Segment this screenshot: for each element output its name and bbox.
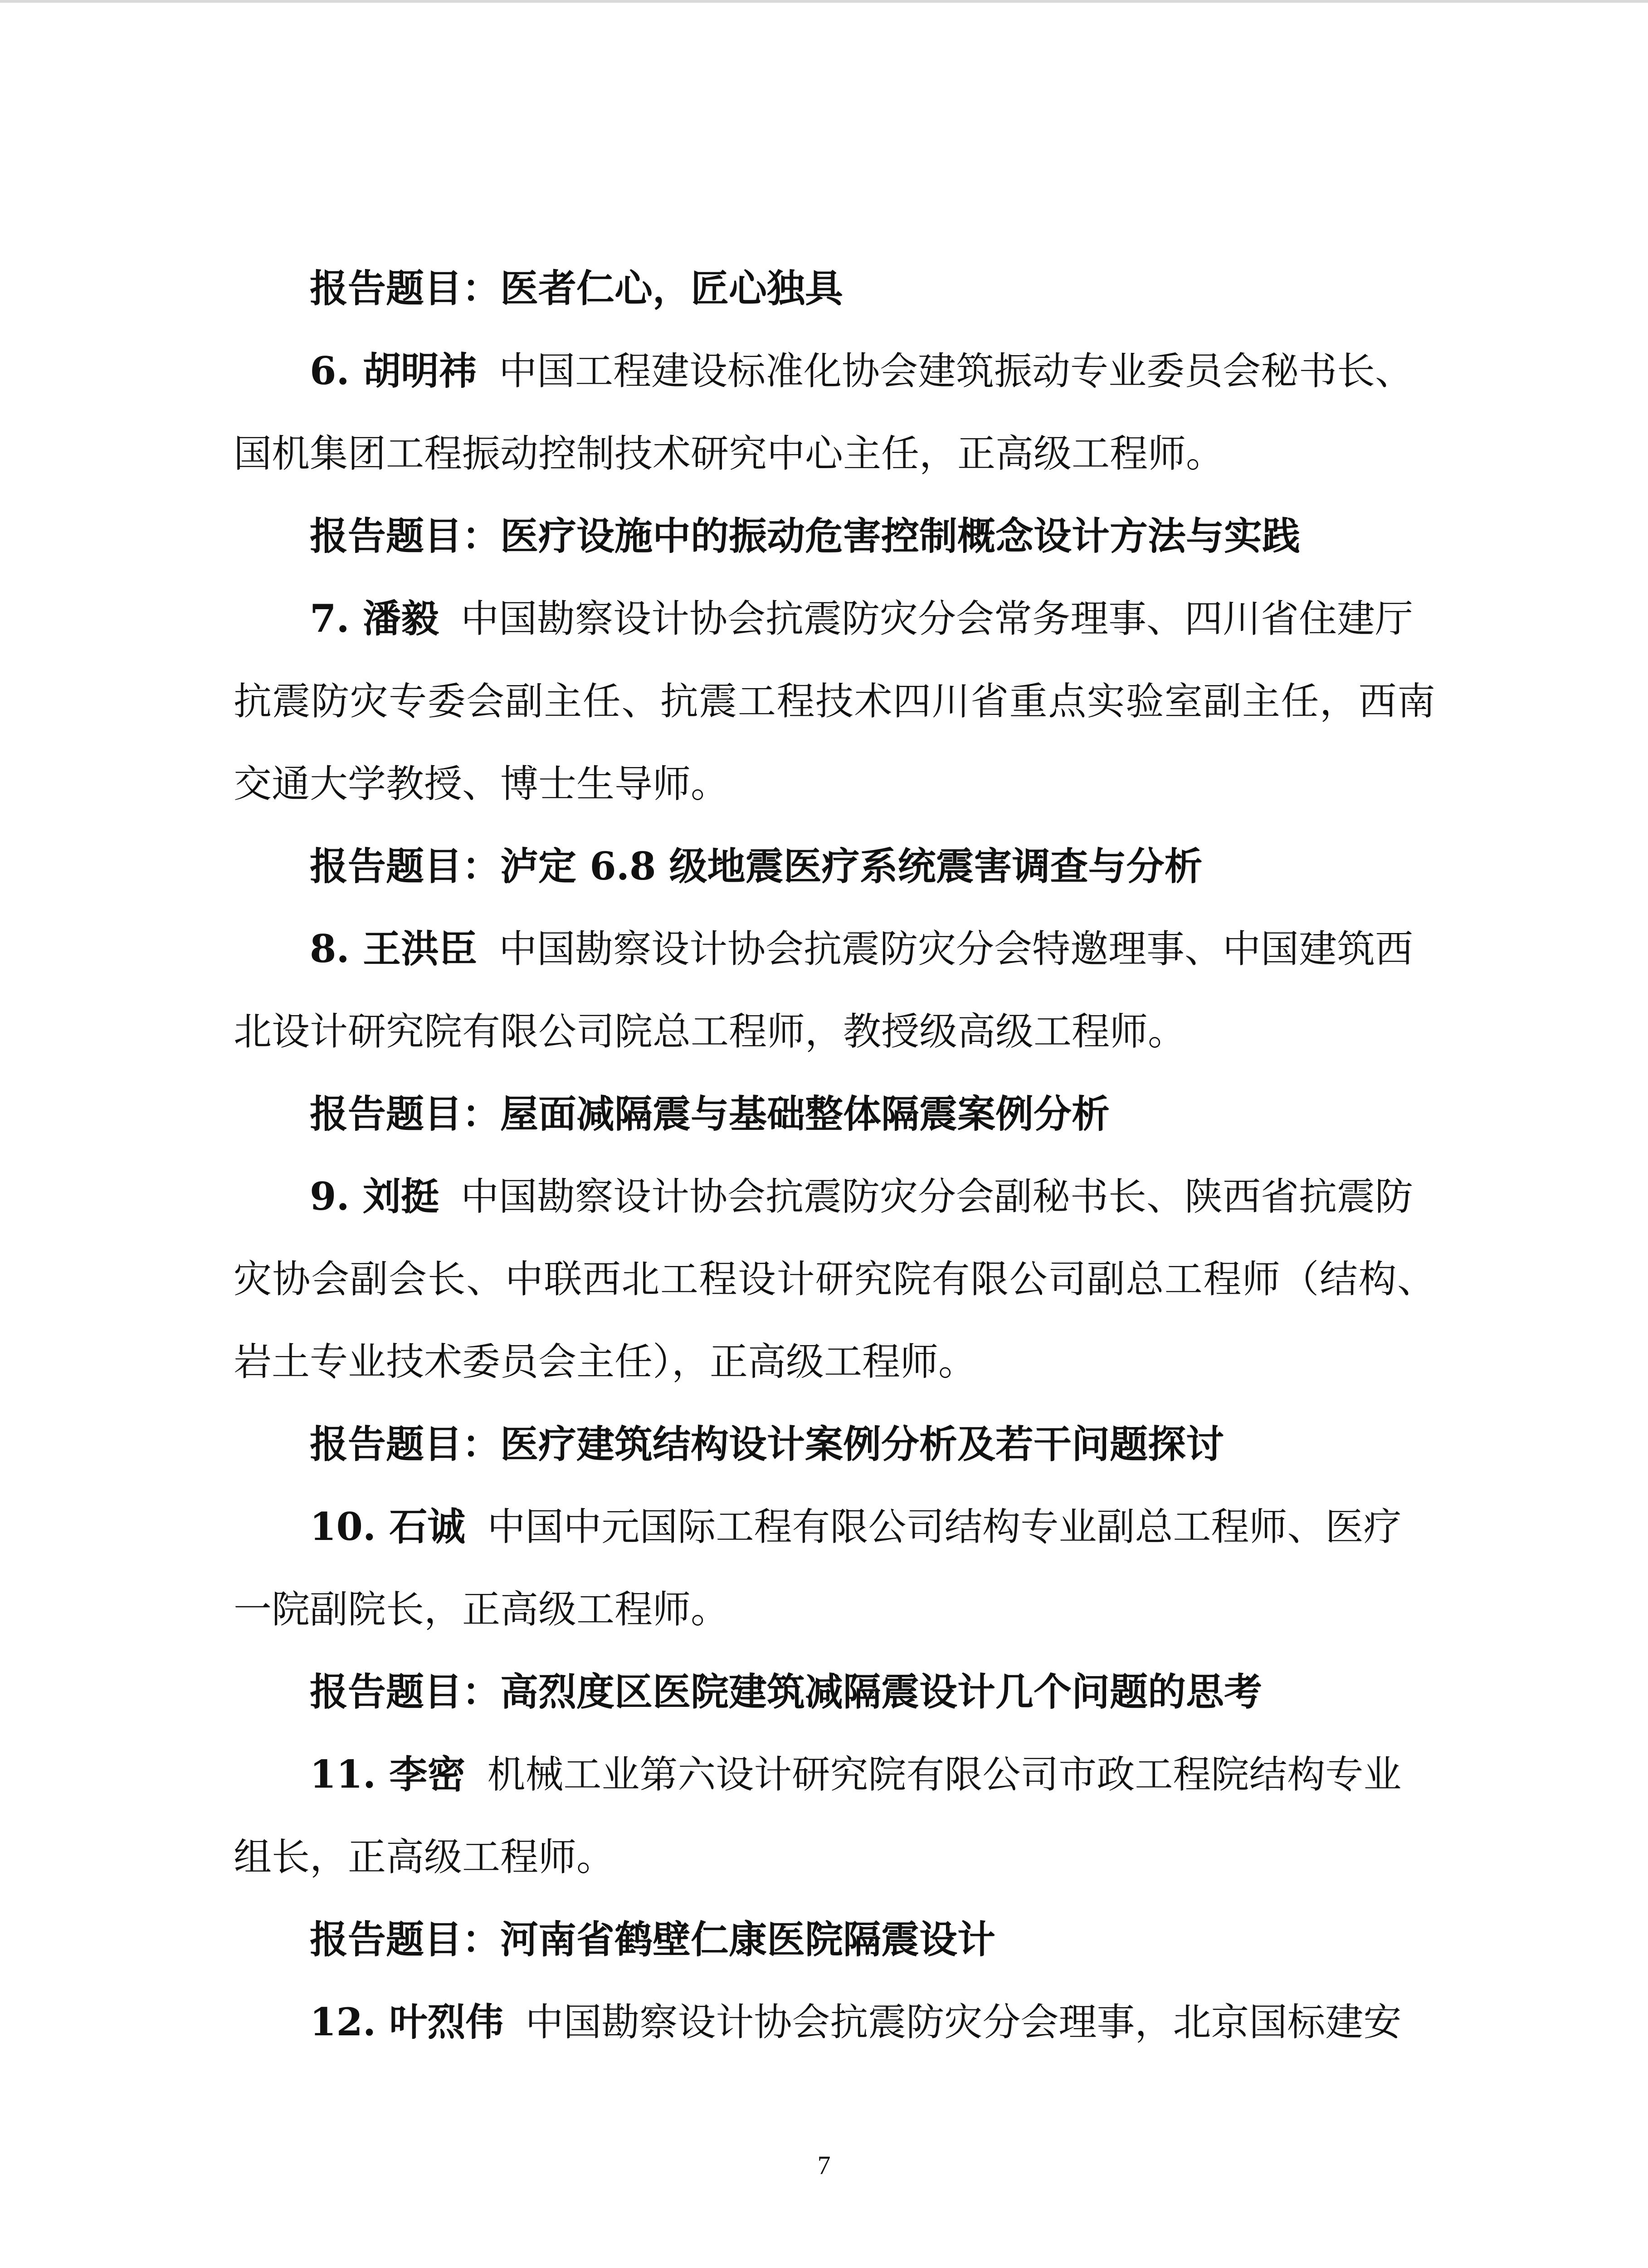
topic-title: 泸定 6.8 级地震医疗系统震害调查与分析 xyxy=(500,844,1203,889)
speaker-desc-rest: 抗震防灾专委会副主任、抗震工程技术四川省重点实验室副主任，西南交通大学教授、博士生导师。 xyxy=(234,679,1435,806)
scan-edge xyxy=(0,0,1648,3)
speaker-desc-rest: 北设计研究院有限公司院总工程师，教授级高级工程师。 xyxy=(234,1009,1186,1054)
speaker-desc-line1: 中国工程建设标准化协会建筑振动专业委员会秘书长、 xyxy=(498,349,1413,393)
speaker-10 xyxy=(234,1486,1435,1651)
speaker-7 xyxy=(234,577,1435,825)
topic-title: 医疗设施中的振动危害控制概念设计方法与实践 xyxy=(500,513,1301,558)
speaker-11 xyxy=(234,1733,1435,1898)
speaker-12 xyxy=(234,1981,1435,2063)
report-topic-10 xyxy=(234,1651,1435,1733)
topic-label: 报告题目： xyxy=(310,1669,501,1714)
speaker-number-name: 7. 潘毅 xyxy=(310,596,439,641)
topic-label: 报告题目： xyxy=(310,513,501,558)
speaker-desc-rest: 一院副院长，正高级工程师。 xyxy=(234,1587,729,1632)
document-body xyxy=(234,247,1435,2063)
speaker-9 xyxy=(234,1155,1435,1403)
report-topic-9 xyxy=(234,1403,1435,1486)
topic-label: 报告题目： xyxy=(310,1422,501,1466)
speaker-6 xyxy=(234,330,1435,495)
speaker-desc-line1: 中国勘察设计协会抗震防灾分会常务理事、四川省住建厅 xyxy=(460,596,1413,641)
speaker-desc-line1: 中国勘察设计协会抗震防灾分会副秘书长、陕西省抗震防 xyxy=(460,1174,1413,1219)
topic-title: 屋面减隔震与基础整体隔震案例分析 xyxy=(500,1091,1110,1136)
speaker-desc-line1: 中国勘察设计协会抗震防灾分会理事，北京国标建安 xyxy=(525,2000,1402,2044)
topic-label: 报告题目： xyxy=(310,266,501,311)
speaker-number-name: 11. 李密 xyxy=(310,1752,466,1797)
topic-label: 报告题目： xyxy=(310,1091,501,1136)
page-number: 7 xyxy=(817,2151,831,2180)
speaker-number-name: 12. 叶烈伟 xyxy=(310,1999,504,2044)
speaker-number-name: 10. 石诚 xyxy=(310,1504,466,1549)
topic-label: 报告题目： xyxy=(310,1917,501,1962)
topic-title: 高烈度区医院建筑减隔震设计几个问题的思考 xyxy=(500,1669,1263,1714)
speaker-desc-rest: 灾协会副会长、中联西北工程设计研究院有限公司副总工程师（结构、岩土专业技术委员会主任），正高级工程师。 xyxy=(234,1257,1435,1384)
speaker-number-name: 9. 刘挺 xyxy=(310,1174,439,1219)
report-topic-8 xyxy=(234,1073,1435,1155)
speaker-number-name: 8. 王洪臣 xyxy=(310,926,477,971)
report-topic-6 xyxy=(234,495,1435,577)
speaker-8 xyxy=(234,908,1435,1073)
topic-label: 报告题目： xyxy=(310,844,501,889)
topic-title: 医疗建筑结构设计案例分析及若干问题探讨 xyxy=(500,1422,1224,1466)
speaker-desc-rest: 国机集团工程振动控制技术研究中心主任，正高级工程师。 xyxy=(234,431,1224,476)
speaker-desc-line1: 机械工业第六设计研究院有限公司市政工程院结构专业 xyxy=(487,1752,1402,1797)
topic-title: 河南省鹤壁仁康医院隔震设计 xyxy=(500,1917,996,1962)
report-topic-11 xyxy=(234,1898,1435,1981)
speaker-number-name: 6. 胡明祎 xyxy=(310,348,477,393)
report-topic-7 xyxy=(234,825,1435,908)
speaker-desc-line1: 中国勘察设计协会抗震防灾分会特邀理事、中国建筑西 xyxy=(498,927,1413,971)
speaker-desc-line1: 中国中元国际工程有限公司结构专业副总工程师、医疗 xyxy=(487,1505,1402,1549)
topic-title: 医者仁心，匠心独具 xyxy=(500,266,844,311)
report-topic-5 xyxy=(234,247,1435,330)
speaker-desc-rest: 组长，正高级工程师。 xyxy=(234,1835,615,1879)
